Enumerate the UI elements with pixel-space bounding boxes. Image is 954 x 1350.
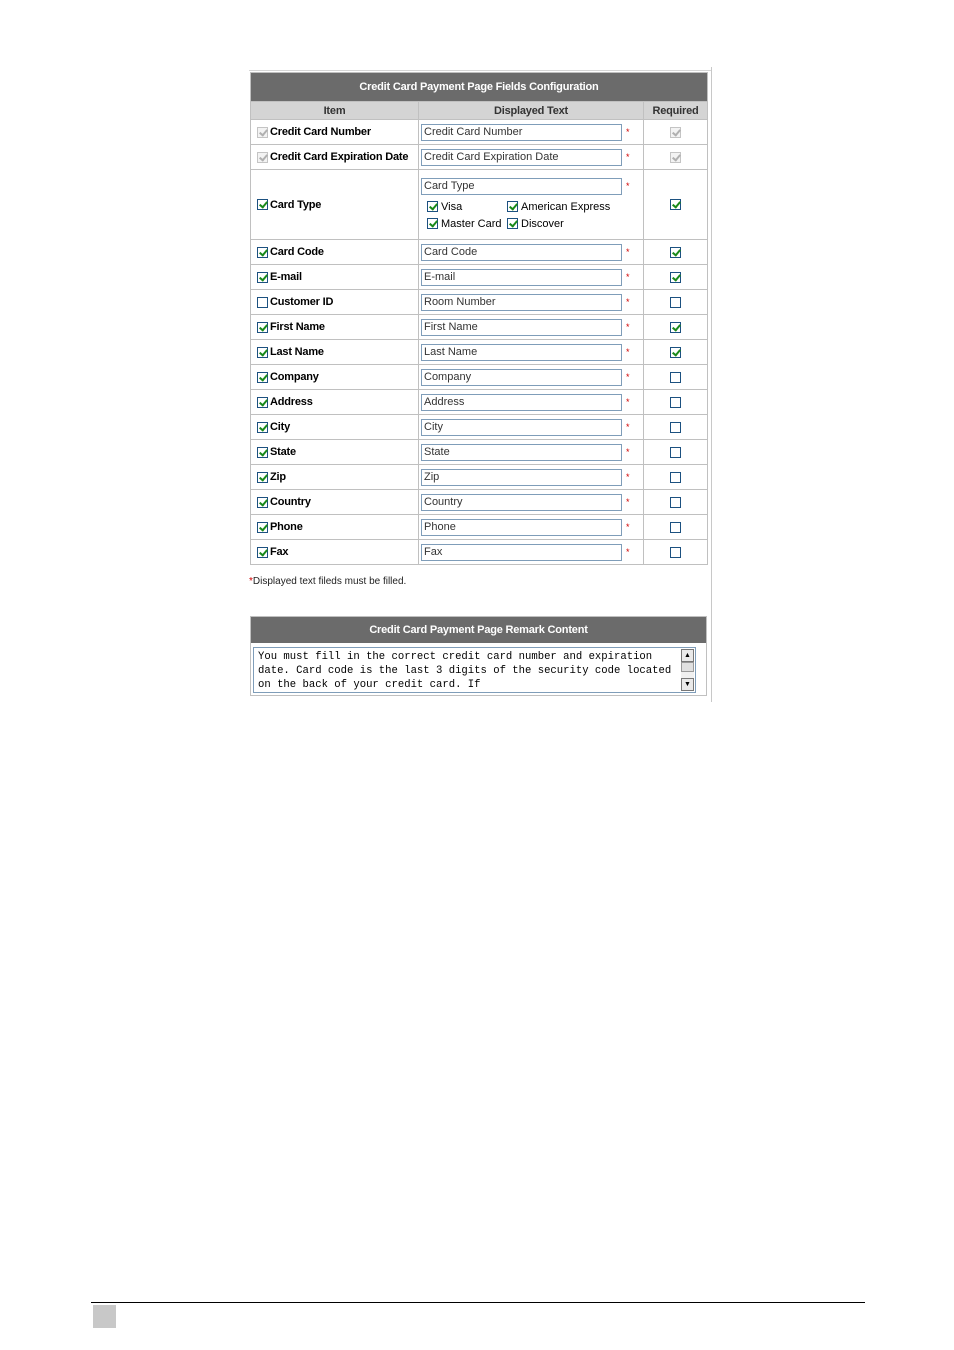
card-type-option[interactable] (507, 201, 627, 213)
required-company-checkbox[interactable] (670, 372, 681, 383)
table-row (251, 340, 708, 365)
american-express-checkbox[interactable] (507, 201, 518, 212)
required-cell (644, 490, 708, 515)
item-label: Fax (270, 546, 289, 558)
item-cell (251, 170, 419, 240)
required-fax-checkbox[interactable] (670, 547, 681, 558)
card-code-displayed-text-input[interactable] (421, 244, 622, 261)
table-row (251, 515, 708, 540)
displayed-text-cell (419, 265, 644, 290)
item-cell (251, 340, 419, 365)
company-displayed-text-input[interactable] (421, 369, 622, 386)
required-cell (644, 315, 708, 340)
city-displayed-text-input[interactable] (421, 419, 622, 436)
required-star: * (626, 126, 630, 137)
discover-checkbox[interactable] (507, 218, 518, 229)
displayed-text-cell (419, 490, 644, 515)
enable-credit-card-expiration-date-checkbox (257, 152, 268, 163)
required-cell (644, 120, 708, 145)
required-state-checkbox[interactable] (670, 447, 681, 458)
fields-config-table (250, 72, 708, 565)
required-cell (644, 365, 708, 390)
remark-scrollbar[interactable] (681, 649, 694, 691)
required-star: * (626, 180, 630, 191)
required-first-name-checkbox[interactable] (670, 322, 681, 333)
item-cell (251, 365, 419, 390)
item-cell (251, 490, 419, 515)
item-cell (251, 145, 419, 170)
required-cell (644, 540, 708, 565)
item-label: Last Name (270, 346, 324, 358)
item-label: Card Code (270, 246, 324, 258)
item-cell (251, 515, 419, 540)
enable-card-type-checkbox[interactable] (257, 199, 268, 210)
required-star: * (626, 321, 630, 332)
e-mail-displayed-text-input[interactable] (421, 269, 622, 286)
table-row (251, 540, 708, 565)
enable-credit-card-number-checkbox (257, 127, 268, 138)
item-cell (251, 315, 419, 340)
required-last-name-checkbox[interactable] (670, 347, 681, 358)
required-e-mail-checkbox[interactable] (670, 272, 681, 283)
required-star: * (626, 546, 630, 557)
required-city-checkbox[interactable] (670, 422, 681, 433)
column-header-required: Required (644, 102, 708, 120)
displayed-text-cell (419, 290, 644, 315)
required-cell (644, 145, 708, 170)
required-star: * (626, 421, 630, 432)
required-star: * (626, 471, 630, 482)
card-type-label: American Express (521, 200, 611, 213)
required-cell (644, 290, 708, 315)
table-row (251, 365, 708, 390)
displayed-text-cell (419, 390, 644, 415)
master-card-checkbox[interactable] (427, 218, 438, 229)
item-label: Company (270, 371, 319, 383)
enable-country-checkbox[interactable] (257, 497, 268, 508)
frame-right-line (711, 67, 712, 702)
item-cell (251, 465, 419, 490)
last-name-displayed-text-input[interactable] (421, 344, 622, 361)
displayed-text-cell (419, 465, 644, 490)
displayed-text-cell (419, 365, 644, 390)
item-cell (251, 265, 419, 290)
required-phone-checkbox[interactable] (670, 522, 681, 533)
country-displayed-text-input[interactable] (421, 494, 622, 511)
table-row (251, 265, 708, 290)
remark-content-panel (250, 616, 707, 696)
enable-first-name-checkbox[interactable] (257, 322, 268, 333)
frame-top-line (249, 70, 712, 71)
table-row (251, 145, 708, 170)
item-label: First Name (270, 321, 325, 333)
displayed-text-cell (419, 170, 644, 240)
column-header-displayed-text: Displayed Text (419, 102, 644, 120)
required-cell (644, 465, 708, 490)
scroll-up-icon[interactable]: ▲ (681, 649, 694, 662)
required-zip-checkbox[interactable] (670, 472, 681, 483)
required-cell (644, 170, 708, 240)
item-cell (251, 415, 419, 440)
enable-fax-checkbox[interactable] (257, 547, 268, 558)
fields-table-title: Credit Card Payment Page Fields Configuration (251, 73, 708, 102)
required-address-checkbox[interactable] (670, 397, 681, 408)
credit-card-number-displayed-text-input[interactable] (421, 124, 622, 141)
enable-phone-checkbox[interactable] (257, 522, 268, 533)
scroll-down-icon[interactable]: ▼ (681, 678, 694, 691)
table-row (251, 240, 708, 265)
table-row (251, 170, 708, 240)
required-star: * (626, 371, 630, 382)
table-row (251, 465, 708, 490)
required-cell (644, 340, 708, 365)
displayed-text-cell (419, 515, 644, 540)
page-number-box (93, 1305, 116, 1328)
required-star: * (626, 246, 630, 257)
card-type-option[interactable] (427, 218, 507, 230)
required-star: * (626, 296, 630, 307)
displayed-text-cell (419, 240, 644, 265)
required-cell (644, 240, 708, 265)
required-card-code-checkbox[interactable] (670, 247, 681, 258)
required-fields-note (249, 576, 406, 587)
credit-card-expiration-date-displayed-text-input[interactable] (421, 149, 622, 166)
visa-checkbox[interactable] (427, 201, 438, 212)
enable-zip-checkbox[interactable] (257, 472, 268, 483)
required-star: * (626, 446, 630, 457)
required-card-type-checkbox[interactable] (670, 199, 681, 210)
required-cell (644, 440, 708, 465)
displayed-text-cell (419, 415, 644, 440)
displayed-text-cell (419, 440, 644, 465)
required-star: * (626, 271, 630, 282)
card-type-label: Master Card (441, 217, 502, 230)
enable-address-checkbox[interactable] (257, 397, 268, 408)
state-displayed-text-input[interactable] (421, 444, 622, 461)
required-cell (644, 415, 708, 440)
item-label: Customer ID (270, 296, 334, 308)
scroll-thumb[interactable] (681, 662, 694, 672)
card-type-options (427, 201, 643, 230)
footer-rule (91, 1302, 865, 1303)
phone-displayed-text-input[interactable] (421, 519, 622, 536)
item-label: E-mail (270, 271, 302, 283)
item-label: State (270, 446, 296, 458)
displayed-text-cell (419, 120, 644, 145)
table-row (251, 390, 708, 415)
required-cell (644, 390, 708, 415)
table-row (251, 415, 708, 440)
required-cell (644, 515, 708, 540)
item-cell (251, 120, 419, 145)
note-text: Displayed text fileds must be filled. (252, 576, 407, 587)
required-country-checkbox[interactable] (670, 497, 681, 508)
card-type-label: Visa (441, 200, 463, 213)
displayed-text-cell (419, 315, 644, 340)
enable-e-mail-checkbox[interactable] (257, 272, 268, 283)
displayed-text-cell (419, 145, 644, 170)
required-star: * (626, 396, 630, 407)
note-star: * (249, 576, 253, 587)
required-star: * (626, 151, 630, 162)
enable-company-checkbox[interactable] (257, 372, 268, 383)
remark-textarea[interactable] (253, 647, 696, 693)
customer-id-displayed-text-input[interactable] (421, 294, 622, 311)
table-row (251, 120, 708, 145)
required-star: * (626, 346, 630, 357)
displayed-text-cell (419, 340, 644, 365)
address-displayed-text-input[interactable] (421, 394, 622, 411)
enable-city-checkbox[interactable] (257, 422, 268, 433)
item-label: Country (270, 496, 311, 508)
table-row (251, 490, 708, 515)
item-label: Zip (270, 471, 286, 483)
enable-state-checkbox[interactable] (257, 447, 268, 458)
enable-card-code-checkbox[interactable] (257, 247, 268, 258)
first-name-displayed-text-input[interactable] (421, 319, 622, 336)
item-label: Credit Card Number (270, 126, 371, 138)
item-label: Address (270, 396, 313, 408)
zip-displayed-text-input[interactable] (421, 469, 622, 486)
card-type-option[interactable] (507, 218, 627, 230)
required-star: * (626, 496, 630, 507)
table-row (251, 315, 708, 340)
required-cell (644, 265, 708, 290)
item-label: Credit Card Expiration Date (270, 151, 409, 163)
item-cell (251, 390, 419, 415)
required-credit-card-number-checkbox (670, 127, 681, 138)
enable-customer-id-checkbox[interactable] (257, 297, 268, 308)
item-label: City (270, 421, 290, 433)
displayed-text-cell (419, 540, 644, 565)
table-row (251, 440, 708, 465)
remark-text: You must fill in the correct credit card number and expiration date. Card code is the last 3 digits of the security code located on the back of your credit card. If (258, 651, 678, 691)
required-credit-card-expiration-date-checkbox (670, 152, 681, 163)
item-label: Phone (270, 521, 303, 533)
item-cell (251, 240, 419, 265)
enable-last-name-checkbox[interactable] (257, 347, 268, 358)
remark-panel-title: Credit Card Payment Page Remark Content (251, 617, 706, 643)
item-cell (251, 440, 419, 465)
fax-displayed-text-input[interactable] (421, 544, 622, 561)
card-type-label: Discover (521, 217, 564, 230)
item-label: Card Type (270, 198, 322, 211)
required-customer-id-checkbox[interactable] (670, 297, 681, 308)
card-type-option[interactable] (427, 201, 507, 213)
card-type-displayed-text-input[interactable] (421, 178, 622, 195)
item-cell (251, 540, 419, 565)
required-star: * (626, 521, 630, 532)
item-cell (251, 290, 419, 315)
column-header-item: Item (251, 102, 419, 120)
table-row (251, 290, 708, 315)
